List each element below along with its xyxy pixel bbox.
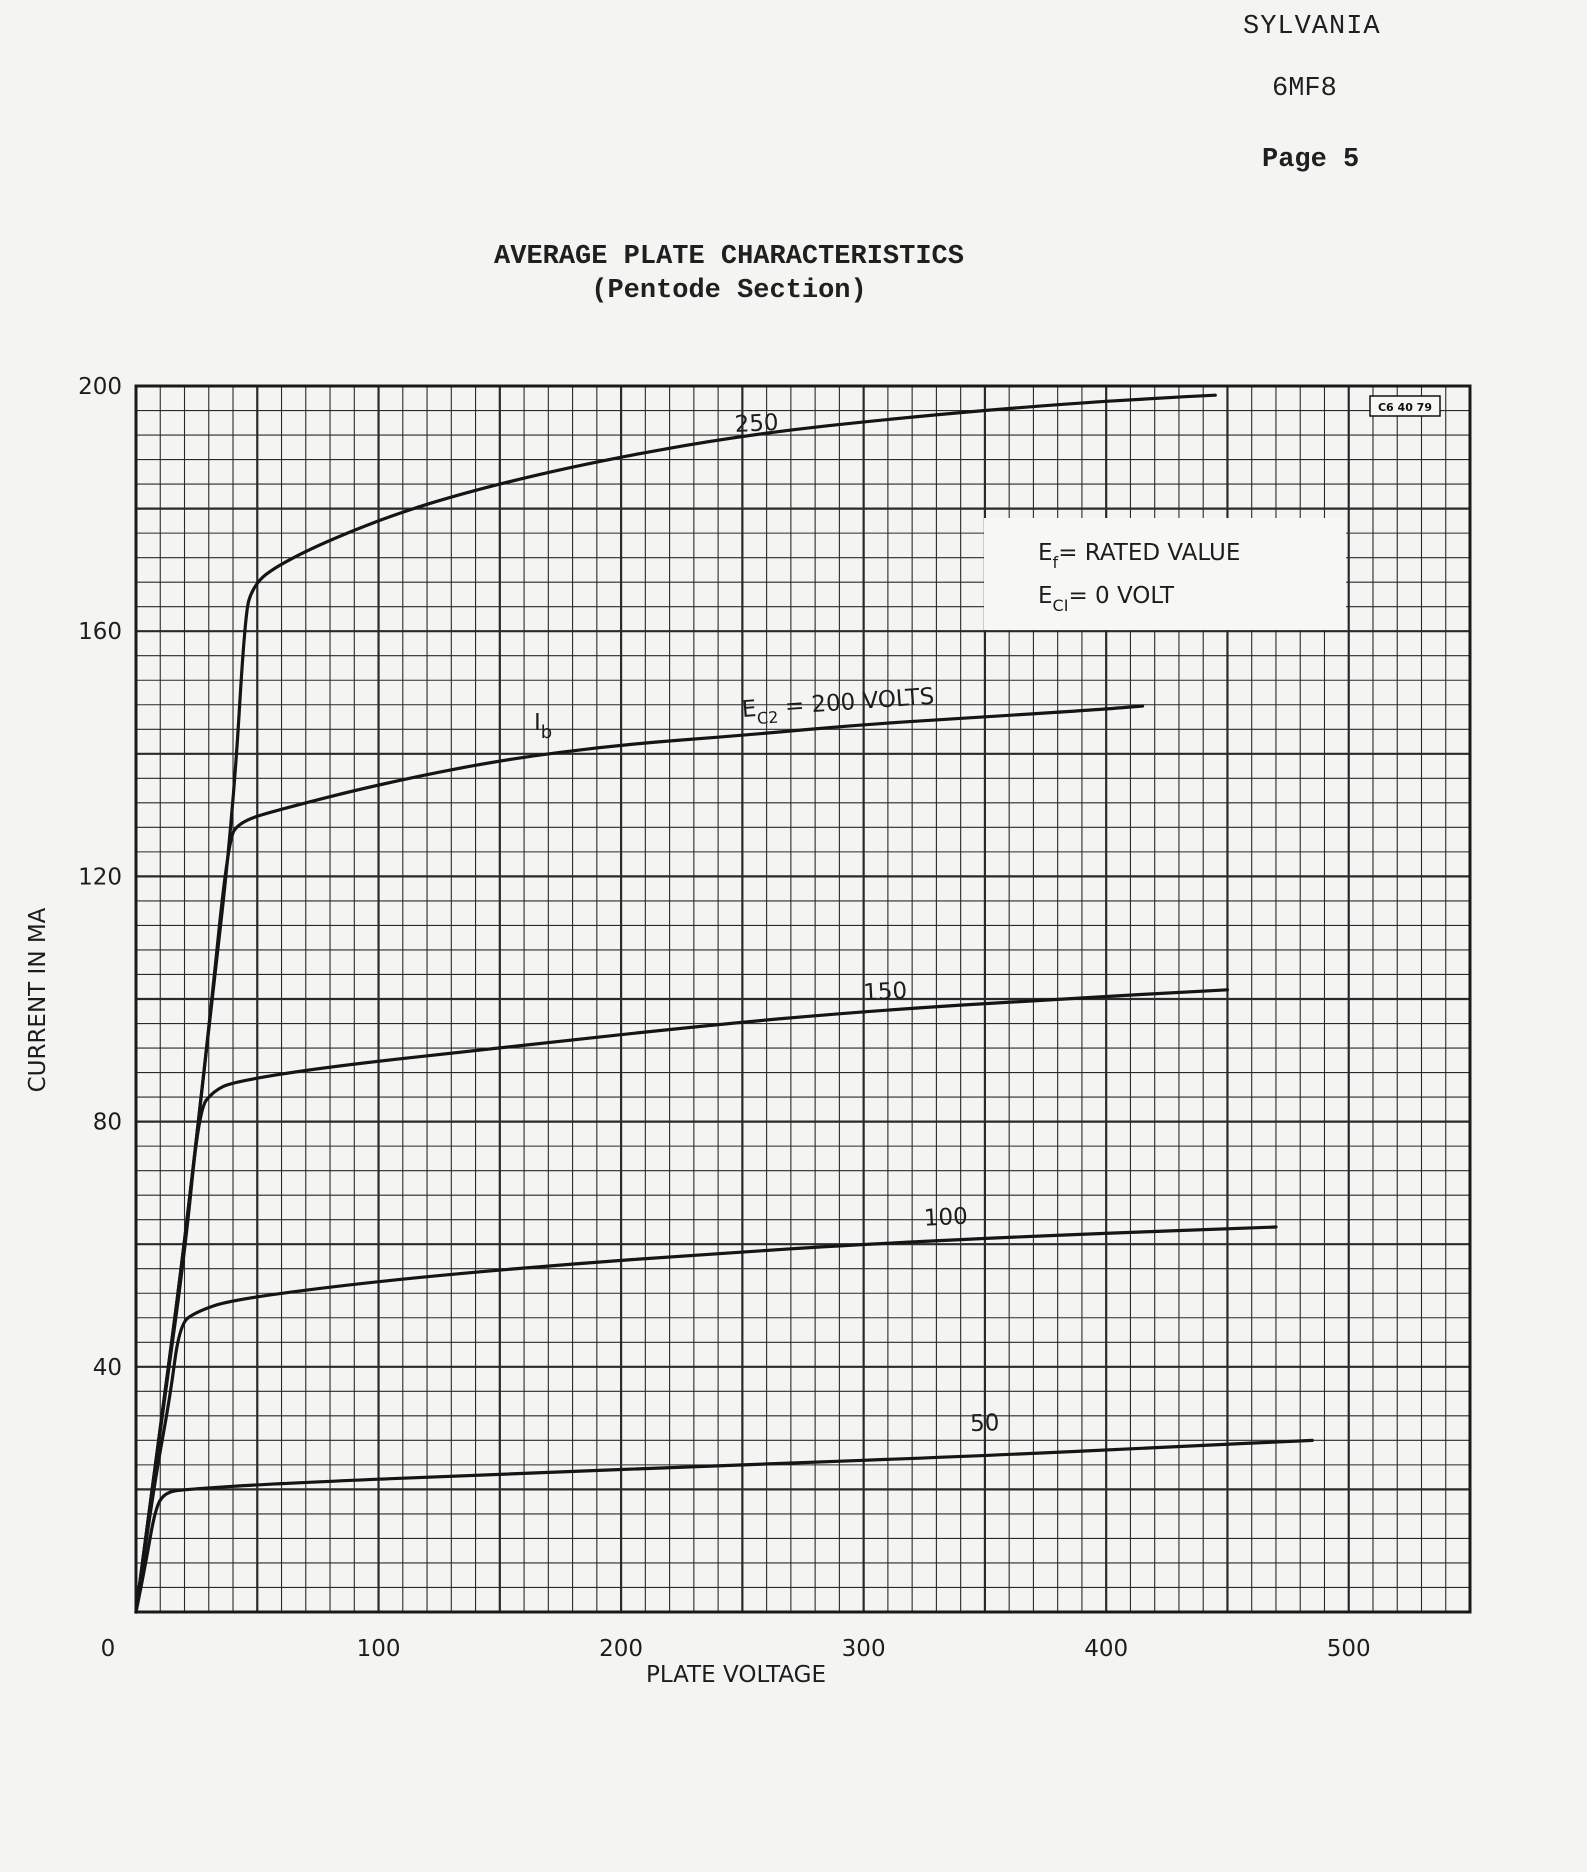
legend-ef-symbol: E	[1038, 540, 1053, 566]
y-axis-label: CURRENT IN MA	[25, 907, 51, 1093]
legend-background	[984, 518, 1346, 630]
curve-label-150: 150	[862, 977, 908, 1007]
y-tick-label: 160	[78, 619, 122, 646]
curve-label-100: 100	[923, 1203, 969, 1232]
y-tick-label: 120	[78, 864, 122, 891]
curve-ec2-100	[136, 1227, 1276, 1612]
ib-curve-label	[534, 710, 552, 743]
brand-label: SYLVANIA	[1243, 12, 1381, 42]
curve-label-50: 50	[969, 1410, 1000, 1438]
drawing-code-box	[1370, 396, 1440, 416]
legend-ec1-text: = 0 VOLT	[1068, 583, 1175, 609]
curve-ec2-150	[136, 990, 1228, 1612]
legend-ef-text: = RATED VALUE	[1058, 540, 1241, 566]
model-label: 6MF8	[1272, 74, 1337, 104]
x-axis-label: PLATE VOLTAGE	[645, 1662, 827, 1688]
curve-label-text: = 200 VOLTS	[776, 683, 936, 721]
x-tick-label: 0	[100, 1636, 116, 1662]
y-tick-label: 80	[92, 1109, 122, 1136]
ib-symbol: I	[534, 710, 541, 736]
drawing-code: C6 40 79	[1377, 401, 1433, 414]
ib-subscript: b	[540, 722, 553, 743]
curve-label-symbol: E	[740, 696, 758, 724]
curve-label-250: 250	[734, 409, 780, 438]
legend-ec1-symbol: E	[1038, 583, 1053, 609]
chart-title-line-1: AVERAGE PLATE CHARACTERISTICS	[494, 242, 964, 272]
y-axis-ticks	[78, 374, 122, 1381]
y-tick-label: 200	[78, 374, 122, 400]
x-tick-label: 300	[841, 1636, 886, 1662]
legend-box	[984, 518, 1346, 630]
x-tick-label: 400	[1084, 1636, 1129, 1662]
x-tick-label: 500	[1326, 1636, 1371, 1662]
curve-label-subscript: C2	[756, 707, 780, 728]
legend-ef-subscript: f	[1052, 553, 1059, 572]
chart-title-line-2: (Pentode Section)	[591, 276, 867, 306]
x-axis-ticks	[101, 1636, 1371, 1662]
y-tick-label: 40	[92, 1354, 122, 1381]
page-number: Page 5	[1262, 145, 1360, 175]
x-tick-label: 100	[356, 1636, 401, 1662]
curve-ec2-50	[136, 1440, 1312, 1612]
curve-ec2-200	[136, 706, 1143, 1612]
legend-ec1-subscript: CI	[1052, 596, 1069, 615]
x-tick-label: 200	[599, 1636, 644, 1662]
